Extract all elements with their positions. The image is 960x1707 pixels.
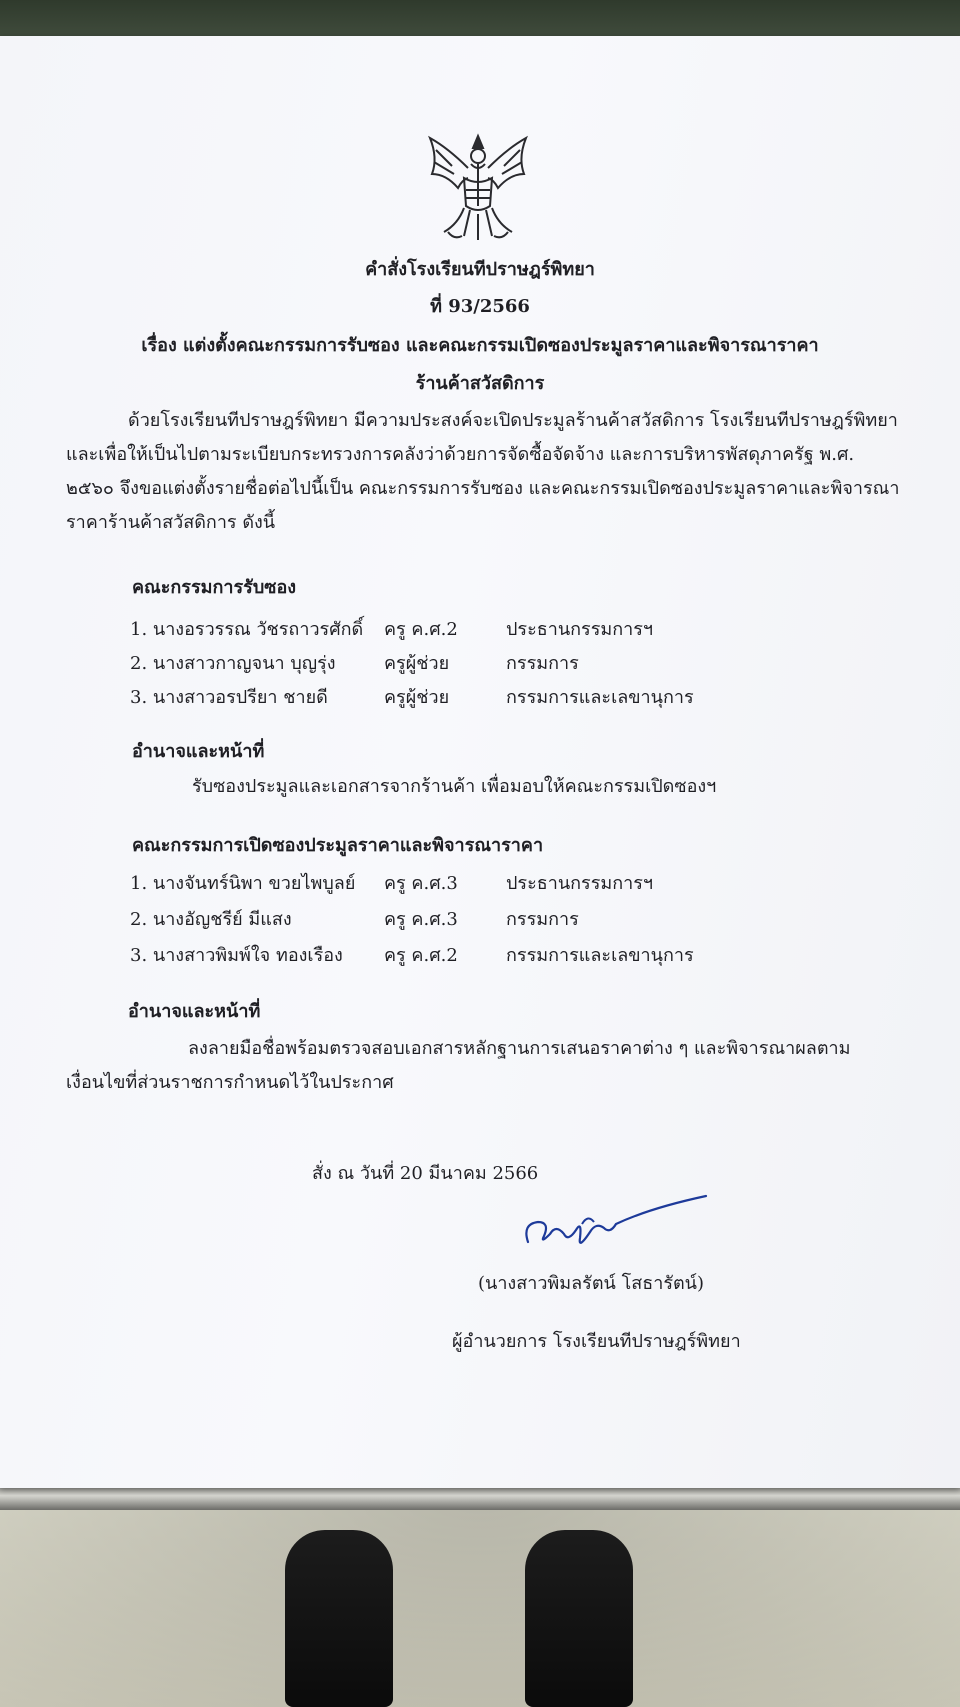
committee2-duty-line-2: เงื่อนไขที่ส่วนราชการกำหนดไว้ในประกาศ	[66, 1072, 394, 1093]
committee2-title: คณะกรรมการเปิดซองประมูลราคาและพิจารณาราคา	[132, 835, 544, 856]
member-role: ประธานกรรมการฯ	[506, 619, 654, 640]
order-date: สั่ง ณ วันที่ 20 มีนาคม 2566	[312, 1163, 539, 1184]
member-name: 2. นางสาวกาญจนา บุญรุ่ง	[130, 653, 336, 674]
member-rank: ครู ค.ศ.2	[384, 945, 458, 966]
member-rank: ครูผู้ช่วย	[384, 653, 450, 674]
intro-line-3: ๒๕๖๐ จึงขอแต่งตั้งรายชื่อต่อไปนี้เป็น คณะกรรมการรับซอง และคณะกรรมเปิดซองประมูลราคาและพิจารณา	[66, 478, 900, 499]
member-rank: ครู ค.ศ.3	[384, 909, 458, 930]
floor-shadow	[0, 1500, 960, 1707]
signer-name: (นางสาวพิมลรัตน์ โสธารัตน์)	[478, 1273, 705, 1294]
shoe-right	[525, 1530, 633, 1707]
member-rank: ครูผู้ช่วย	[384, 687, 450, 708]
member-role: กรรมการและเลขานุการ	[506, 687, 694, 708]
committee1-duty-title: อำนาจและหน้าที่	[132, 741, 265, 762]
committee1-row-3	[130, 682, 830, 712]
member-rank: ครู ค.ศ.2	[384, 619, 458, 640]
shoe-left	[285, 1530, 393, 1707]
committee2-row-3	[130, 940, 830, 970]
intro-line-2: และเพื่อให้เป็นไปตามระเบียบกระทรวงการคลังว่าด้วยการจัดซื้อจัดจ้าง และการบริหารพัสดุภาครัฐ พ.ศ.	[66, 444, 855, 465]
member-name: 1. นางจันทร์นิพา ขวยไพบูลย์	[130, 873, 356, 894]
committee2-row-1	[130, 868, 830, 898]
member-name: 2. นางอัญชรีย์ มีแสง	[130, 909, 292, 930]
member-role: กรรมการ	[506, 909, 579, 930]
signature-mark	[520, 1194, 710, 1254]
order-number: ที่ 93/2566	[430, 296, 530, 317]
committee2-duty-line-1: ลงลายมือชื่อพร้อมตรวจสอบเอกสารหลักฐานการเสนอราคาต่าง ๆ และพิจารณาผลตาม	[188, 1038, 851, 1059]
committee2-duty-title: อำนาจและหน้าที่	[128, 1001, 261, 1022]
committee1-row-2	[130, 648, 830, 678]
metal-rail	[0, 1486, 960, 1510]
garuda-emblem-icon	[418, 128, 538, 248]
intro-line-4: ราคาร้านค้าสวัสดิการ ดังนี้	[66, 512, 276, 533]
committee1-title: คณะกรรมการรับซอง	[132, 577, 297, 598]
member-role: กรรมการและเลขานุการ	[506, 945, 694, 966]
order-subject-line2: ร้านค้าสวัสดิการ	[415, 373, 545, 394]
committee1-duty: รับซองประมูลและเอกสารจากร้านค้า เพื่อมอบให้คณะกรรมเปิดซองฯ	[192, 776, 717, 797]
member-name: 1. นางอรวรรณ วัชรถาวรศักดิ์	[130, 619, 364, 640]
document-page	[0, 36, 960, 1488]
committee1-row-1	[130, 614, 830, 644]
order-title: คำสั่งโรงเรียนทีปราษฎร์พิทยา	[365, 259, 595, 280]
member-role: กรรมการ	[506, 653, 579, 674]
member-role: ประธานกรรมการฯ	[506, 873, 654, 894]
intro-line-1: ด้วยโรงเรียนทีปราษฎร์พิทยา มีความประสงค์จะเปิดประมูลร้านค้าสวัสดิการ โรงเรียนทีปราษฎร์พิทยา	[128, 410, 898, 431]
order-subject: เรื่อง แต่งตั้งคณะกรรมการรับซอง และคณะกรรมเปิดซองประมูลราคาและพิจารณาราคา	[141, 335, 819, 356]
member-rank: ครู ค.ศ.3	[384, 873, 458, 894]
member-name: 3. นางสาวพิมพ์ใจ ทองเรือง	[130, 945, 343, 966]
member-name: 3. นางสาวอรปรียา ชายดี	[130, 687, 328, 708]
committee2-row-2	[130, 904, 830, 934]
signer-title: ผู้อำนวยการ โรงเรียนทีปราษฎร์พิทยา	[452, 1331, 741, 1352]
